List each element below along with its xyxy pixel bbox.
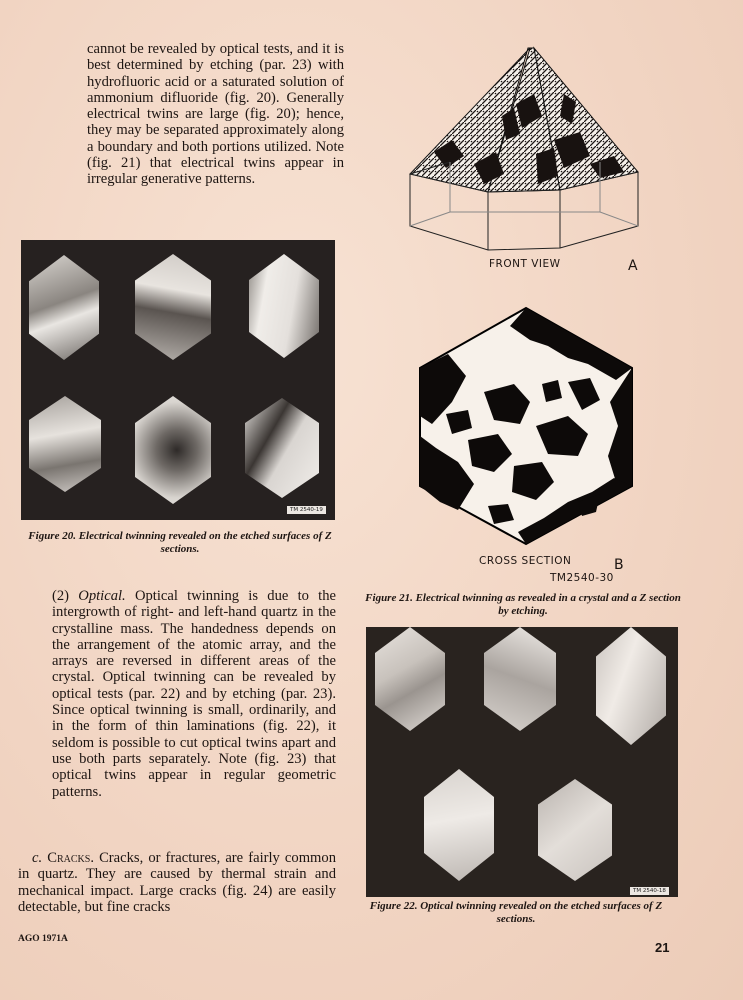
optical-section-5 (538, 779, 612, 881)
figure-20-caption: Figure 20. Electrical twinning revealed on the etched surfaces of Z sections. (28, 530, 332, 555)
cracks-paragraph (18, 850, 336, 915)
z-section-5 (135, 396, 211, 504)
z-section-4 (29, 396, 101, 492)
figure-20-photo (21, 240, 335, 520)
optical-section-3 (596, 627, 666, 745)
optical-section-1 (375, 627, 445, 731)
page-number: 21 (655, 940, 670, 955)
figure-22-photo (366, 627, 678, 897)
figure-22-tag: TM 2540-18 (630, 887, 669, 895)
z-section-2 (135, 254, 211, 360)
cross-section-label: CROSS SECTION (479, 555, 572, 567)
z-section-1 (29, 255, 99, 360)
top-paragraph: cannot be revealed by optical tests, and it is best determined by etching (par. 23) with hydrofluoric acid or a saturated solution of ammonium difluoride (fig. 20). Generally electrical twins are large (fig. 20); hence, they may be separated approximately along a boundary and both portions utilized. Note (fig. 21) that electrical twins appear in irregular generative patterns. (87, 41, 344, 188)
z-section-3 (249, 254, 319, 358)
figure-21-cross-section (418, 306, 634, 546)
figure-22-caption: Figure 22. Optical twinning revealed on the etched surfaces of Z sections. (369, 900, 663, 925)
optical-body: Optical twinning is due to the intergrowth of right- and left-hand quartz in the crystalline mass. The handedness depends on the arrangement of the atomic array, and the arrays are reversed in different areas of the crystal. Optical twinning can be revealed by optical tests (par. 22) and by etching (par. 23). Since optical twinning is small, ordinarily, and in the form of thin laminations (fig. 22), it seldom is possible to cut optical twins apart and use both parts separately. Note (fig. 23) that optical twins appear in regular geometric patterns. (52, 588, 336, 800)
pyramid-cap (410, 48, 638, 192)
optical-section-2 (484, 627, 556, 731)
cross-section-letter: B (614, 557, 625, 573)
cracks-title: Cracks. (47, 850, 94, 866)
cracks-body: Cracks, or fractures, are fairly common in quartz. They are caused by thermal strain and mechanical impact. Large cracks (fig. 24) are easily detectable, but fine cracks (18, 850, 336, 915)
optical-number: (2) (52, 588, 70, 604)
optical-paragraph (52, 588, 336, 800)
footer-code: AGO 1971A (18, 934, 68, 944)
z-section-6 (245, 398, 319, 498)
figure-21-front-view (404, 44, 648, 256)
figure-20-tag: TM 2540-19 (287, 506, 326, 514)
front-view-label: FRONT VIEW (489, 258, 561, 270)
figure-21-caption: Figure 21. Electrical twinning as revealed in a crystal and a Z section by etching. (365, 592, 681, 617)
optical-title: Optical. (78, 588, 126, 604)
optical-section-4 (424, 769, 494, 881)
front-view-letter: A (628, 258, 639, 274)
cracks-marker: c. (32, 850, 43, 866)
figure-21-tag: TM2540-30 (550, 572, 614, 584)
